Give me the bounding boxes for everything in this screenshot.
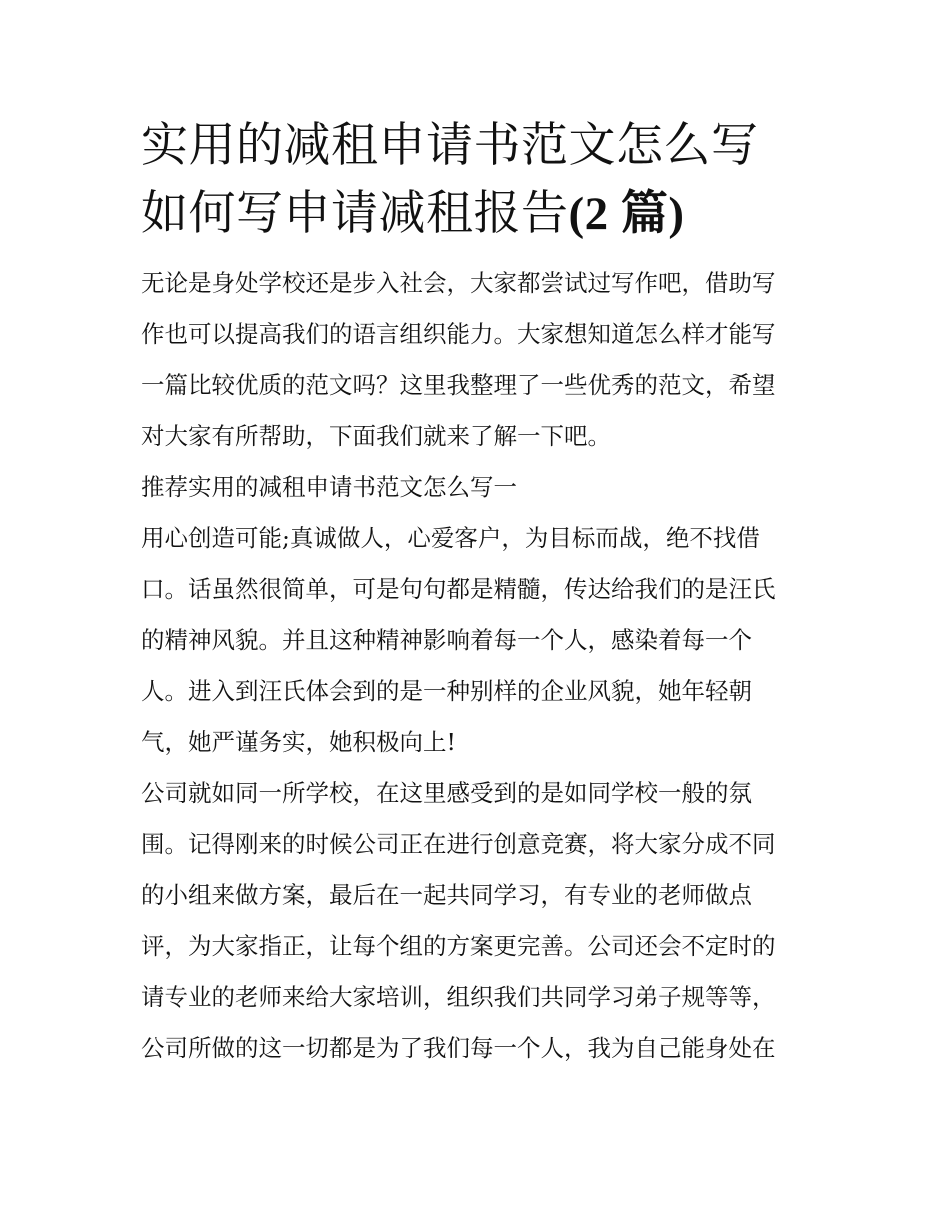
text-line: 公司所做的这一切都是为了我们每一个人，我为自己能身处在 <box>141 1034 776 1062</box>
document-body <box>141 258 813 1074</box>
title-line-1: 实用的减租申请书范文怎么写 <box>141 118 759 173</box>
text-line: 围。记得刚来的时候公司正在进行创意竞赛，将大家分成不同 <box>141 830 776 858</box>
text-line: 口。话虽然很简单，可是句句都是精髓，传达给我们的是汪氏 <box>141 575 776 603</box>
paragraph-section-heading <box>141 462 813 513</box>
text-line: 公司就如同一所学校，在这里感受到的是如同学校一般的氛 <box>141 779 752 807</box>
text-line: 对大家有所帮助，下面我们就来了解一下吧。 <box>141 422 611 450</box>
text-line: 无论是身处学校还是步入社会，大家都尝试过写作吧，借助写 <box>141 269 776 297</box>
text-line: 一篇比较优质的范文吗？这里我整理了一些优秀的范文，希望 <box>141 371 776 399</box>
paragraph-body-1 <box>141 513 813 768</box>
text-line: 作也可以提高我们的语言组织能力。大家想知道怎么样才能写 <box>141 320 776 348</box>
text-line: 评，为大家指正，让每个组的方案更完善。公司还会不定时的 <box>141 932 776 960</box>
paragraph-body-2 <box>141 768 813 1074</box>
text-line: 的小组来做方案，最后在一起共同学习，有专业的老师做点 <box>141 881 752 909</box>
text-line: 人。进入到汪氏体会到的是一种别样的企业风貌，她年轻朝 <box>141 677 752 705</box>
text-line: 请专业的老师来给大家培训，组织我们共同学习弟子规等等， <box>141 983 776 1011</box>
document-content <box>141 112 813 1074</box>
text-line: 的精神风貌。并且这种精神影响着每一个人，感染着每一个 <box>141 626 752 654</box>
text-line: 用心创造可能;真诚做人，心爱客户，为目标而战，绝不找借 <box>141 524 760 552</box>
paragraph-intro <box>141 258 813 462</box>
title-count-suffix: (2 篇) <box>568 188 685 240</box>
document-title <box>141 112 813 248</box>
title-line-2-text: 如何写申请减租报告 <box>141 186 569 241</box>
title-line-2 <box>141 180 813 248</box>
text-line: 气，她严谨务实，她积极向上! <box>141 728 456 756</box>
section-heading: 推荐实用的减租申请书范文怎么写一 <box>141 473 517 501</box>
